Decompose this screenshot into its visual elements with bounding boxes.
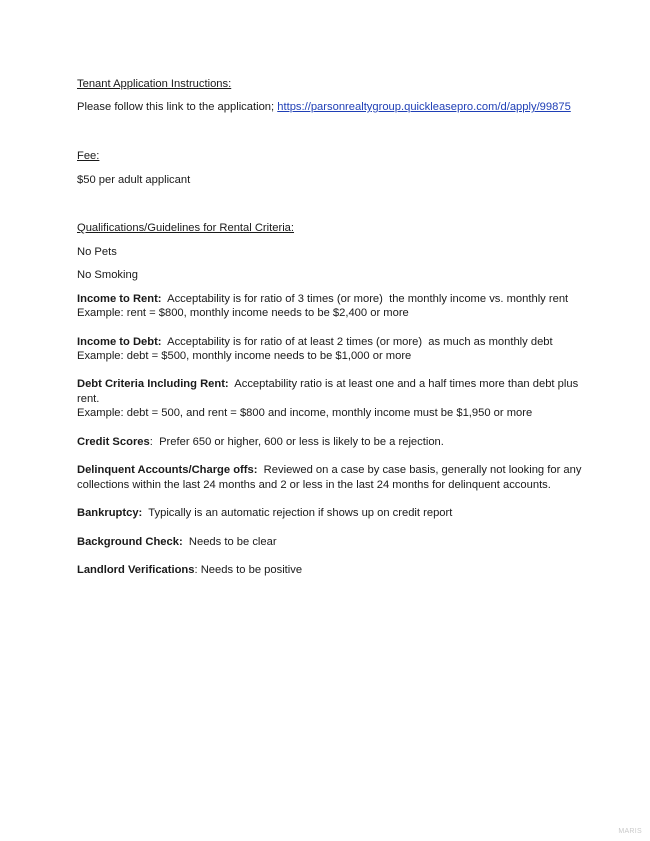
income-to-debt-label: Income to Debt: xyxy=(77,336,162,348)
delinquent-text: Reviewed on a case by case basis, generally not looking for any xyxy=(257,464,582,476)
watermark: MARIS xyxy=(618,828,642,835)
bankruptcy-text: Typically is an automatic rejection if shows up on credit report xyxy=(142,507,453,519)
income-to-rent-example: Example: rent = $800, monthly income needs to be $2,400 or more xyxy=(77,307,409,319)
landlord-label: Landlord Verifications xyxy=(77,564,195,576)
delinquent-label: Delinquent Accounts/Charge offs: xyxy=(77,464,258,476)
instructions-text: Please follow this link to the application; xyxy=(77,101,278,113)
instructions-heading: Tenant Application Instructions: xyxy=(77,78,232,90)
landlord-verifications xyxy=(77,563,302,577)
qualifications-heading: Qualifications/Guidelines for Rental Criteria: xyxy=(77,222,295,234)
credit-scores xyxy=(77,435,444,449)
income-to-debt xyxy=(77,335,553,349)
background-text: Needs to be clear xyxy=(182,536,277,548)
income-to-rent-label: Income to Rent: xyxy=(77,293,162,305)
debt-criteria xyxy=(77,377,578,391)
debt-criteria-example: Example: debt = 500, and rent = $800 and income, monthly income must be $1,950 or more xyxy=(77,407,533,419)
background-label: Background Check: xyxy=(77,536,183,548)
application-link[interactable]: https://parsonrealtygroup.quickleasepro.com/d/apply/99875 xyxy=(277,101,571,113)
income-to-debt-text: Acceptability is for ratio of at least 2 times (or more) as much as monthly debt xyxy=(161,336,553,348)
credit-scores-text: : Prefer 650 or higher, 600 or less is likely to be a rejection. xyxy=(149,436,444,448)
income-to-debt-example: Example: debt = $500, monthly income needs to be $1,000 or more xyxy=(77,350,412,362)
instructions-line xyxy=(77,100,571,114)
no-smoking: No Smoking xyxy=(77,269,138,281)
background-check xyxy=(77,535,277,549)
landlord-text: : Needs to be positive xyxy=(194,564,303,576)
no-pets: No Pets xyxy=(77,246,117,258)
bankruptcy-label: Bankruptcy: xyxy=(77,507,143,519)
delinquent-text2: collections within the last 24 months and 2 or less in the last 24 months for delinquent accounts. xyxy=(77,479,551,491)
bankruptcy xyxy=(77,506,452,520)
fee-text: $50 per adult applicant xyxy=(77,174,191,186)
debt-criteria-text2: rent. xyxy=(77,393,100,405)
delinquent-accounts xyxy=(77,463,581,477)
fee-heading: Fee: xyxy=(77,150,100,162)
debt-criteria-label: Debt Criteria Including Rent: xyxy=(77,378,229,390)
income-to-rent xyxy=(77,292,568,306)
debt-criteria-text: Acceptability ratio is at least one and a half times more than debt plus xyxy=(228,378,579,390)
income-to-rent-text: Acceptability is for ratio of 3 times (or more) the monthly income vs. monthly rent xyxy=(161,293,569,305)
credit-scores-label: Credit Scores xyxy=(77,436,150,448)
